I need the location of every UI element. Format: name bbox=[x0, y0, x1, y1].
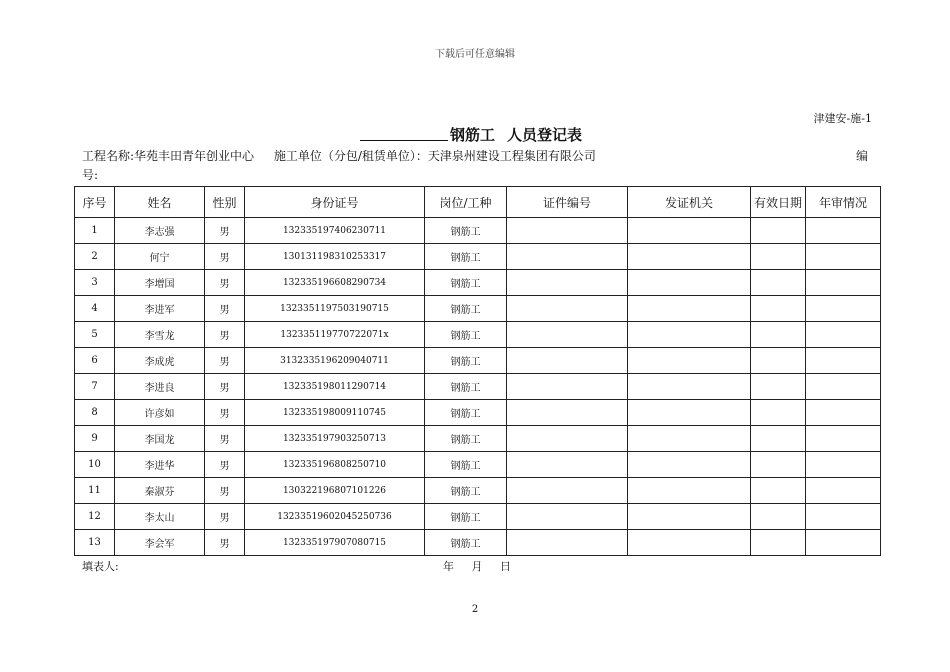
column-header: 发证机关 bbox=[628, 187, 751, 218]
number-label-a: 编 bbox=[855, 149, 868, 163]
column-header: 有效日期 bbox=[751, 187, 806, 218]
table-header-row bbox=[75, 187, 881, 218]
title-underline bbox=[360, 140, 448, 141]
empty-cell bbox=[628, 504, 751, 530]
table-row bbox=[75, 296, 881, 322]
empty-cell bbox=[806, 530, 881, 556]
table-cell: 4 bbox=[75, 296, 115, 322]
empty-cell bbox=[806, 322, 881, 348]
empty-cell bbox=[806, 504, 881, 530]
table-cell: 男 bbox=[205, 244, 245, 270]
table-row bbox=[75, 374, 881, 400]
empty-cell bbox=[507, 296, 628, 322]
column-header: 年审情况 bbox=[806, 187, 881, 218]
table-cell: 9 bbox=[75, 426, 115, 452]
table-row bbox=[75, 244, 881, 270]
table-cell: 132335119770722071x bbox=[245, 322, 425, 348]
empty-cell bbox=[628, 348, 751, 374]
column-header: 证件编号 bbox=[507, 187, 628, 218]
empty-cell bbox=[628, 322, 751, 348]
table-cell: 男 bbox=[205, 218, 245, 244]
table-cell: 男 bbox=[205, 426, 245, 452]
column-header: 身份证号 bbox=[245, 187, 425, 218]
table-cell: 钢筋工 bbox=[425, 374, 507, 400]
table-cell: 132335196808250710 bbox=[245, 452, 425, 478]
table-cell: 2 bbox=[75, 244, 115, 270]
table-cell: 12 bbox=[75, 504, 115, 530]
empty-cell bbox=[507, 530, 628, 556]
table-cell: 男 bbox=[205, 348, 245, 374]
table-cell: 132335198011290714 bbox=[245, 374, 425, 400]
empty-cell bbox=[507, 348, 628, 374]
table-cell: 11 bbox=[75, 478, 115, 504]
empty-cell bbox=[806, 426, 881, 452]
empty-cell bbox=[628, 374, 751, 400]
empty-cell bbox=[751, 530, 806, 556]
empty-cell bbox=[507, 374, 628, 400]
empty-cell bbox=[507, 452, 628, 478]
empty-cell bbox=[628, 400, 751, 426]
empty-cell bbox=[806, 478, 881, 504]
table-cell: 13 bbox=[75, 530, 115, 556]
empty-cell bbox=[628, 244, 751, 270]
table-cell: 132335197903250713 bbox=[245, 426, 425, 452]
table-cell: 130322196807101226 bbox=[245, 478, 425, 504]
table-cell: 许彦如 bbox=[115, 400, 205, 426]
empty-cell bbox=[628, 426, 751, 452]
table-cell: 李进华 bbox=[115, 452, 205, 478]
table-cell: 132335197907080715 bbox=[245, 530, 425, 556]
table-cell: 男 bbox=[205, 296, 245, 322]
table-cell: 李进良 bbox=[115, 374, 205, 400]
empty-cell bbox=[751, 478, 806, 504]
table-cell: 男 bbox=[205, 270, 245, 296]
table-cell: 3132335196209040711 bbox=[245, 348, 425, 374]
table-cell: 钢筋工 bbox=[425, 270, 507, 296]
empty-cell bbox=[507, 244, 628, 270]
empty-cell bbox=[507, 270, 628, 296]
table-cell: 李增国 bbox=[115, 270, 205, 296]
empty-cell bbox=[751, 400, 806, 426]
title-trade: 钢筋工 bbox=[450, 126, 496, 144]
table-cell: 6 bbox=[75, 348, 115, 374]
project-name: 工程名称:华苑丰田青年创业中心 bbox=[82, 149, 255, 163]
construction-unit: 施工单位（分包/租赁单位）：天津泉州建设工程集团有限公司 bbox=[273, 149, 596, 163]
table-cell: 钢筋工 bbox=[425, 348, 507, 374]
empty-cell bbox=[628, 270, 751, 296]
table-cell: 李雪龙 bbox=[115, 322, 205, 348]
table-cell: 钢筋工 bbox=[425, 218, 507, 244]
empty-cell bbox=[751, 244, 806, 270]
table-cell: 132335198009110745 bbox=[245, 400, 425, 426]
table-cell: 132335196608290734 bbox=[245, 270, 425, 296]
form-code: 津建安-施-1 bbox=[813, 112, 872, 125]
table-cell: 钢筋工 bbox=[425, 530, 507, 556]
table-cell: 8 bbox=[75, 400, 115, 426]
table-cell: 男 bbox=[205, 374, 245, 400]
empty-cell bbox=[806, 348, 881, 374]
table-row bbox=[75, 478, 881, 504]
column-header: 序号 bbox=[75, 187, 115, 218]
empty-cell bbox=[507, 426, 628, 452]
table-cell: 13233519602045250736 bbox=[245, 504, 425, 530]
filler-label: 填表人: bbox=[82, 560, 119, 573]
empty-cell bbox=[806, 400, 881, 426]
empty-cell bbox=[507, 504, 628, 530]
table-cell: 何宁 bbox=[115, 244, 205, 270]
table-cell: 钢筋工 bbox=[425, 504, 507, 530]
page-title bbox=[450, 124, 582, 145]
table-cell: 钢筋工 bbox=[425, 478, 507, 504]
table-cell: 钢筋工 bbox=[425, 296, 507, 322]
empty-cell bbox=[751, 452, 806, 478]
empty-cell bbox=[751, 218, 806, 244]
empty-cell bbox=[751, 270, 806, 296]
empty-cell bbox=[751, 426, 806, 452]
table-cell: 1 bbox=[75, 218, 115, 244]
table-cell: 李国龙 bbox=[115, 426, 205, 452]
empty-cell bbox=[806, 218, 881, 244]
table-row bbox=[75, 322, 881, 348]
table-cell: 男 bbox=[205, 400, 245, 426]
table-row bbox=[75, 452, 881, 478]
title-suffix: 人员登记表 bbox=[507, 126, 583, 144]
table-cell: 秦淑芬 bbox=[115, 478, 205, 504]
empty-cell bbox=[806, 296, 881, 322]
table-cell: 钢筋工 bbox=[425, 400, 507, 426]
table-cell: 钢筋工 bbox=[425, 452, 507, 478]
empty-cell bbox=[628, 452, 751, 478]
empty-cell bbox=[628, 478, 751, 504]
table-row bbox=[75, 504, 881, 530]
empty-cell bbox=[628, 218, 751, 244]
empty-cell bbox=[507, 322, 628, 348]
empty-cell bbox=[751, 348, 806, 374]
table-cell: 李进军 bbox=[115, 296, 205, 322]
empty-cell bbox=[806, 374, 881, 400]
table-cell: 男 bbox=[205, 530, 245, 556]
table-cell: 5 bbox=[75, 322, 115, 348]
column-header: 岗位/工种 bbox=[425, 187, 507, 218]
project-info bbox=[82, 147, 612, 164]
page-number: 2 bbox=[471, 604, 479, 615]
empty-cell bbox=[806, 244, 881, 270]
empty-cell bbox=[751, 322, 806, 348]
empty-cell bbox=[751, 374, 806, 400]
table-cell: 7 bbox=[75, 374, 115, 400]
table-row bbox=[75, 218, 881, 244]
table-cell: 钢筋工 bbox=[425, 322, 507, 348]
empty-cell bbox=[806, 270, 881, 296]
empty-cell bbox=[806, 452, 881, 478]
personnel-table bbox=[74, 186, 881, 556]
empty-cell bbox=[628, 530, 751, 556]
empty-cell bbox=[751, 504, 806, 530]
empty-cell bbox=[507, 400, 628, 426]
empty-cell bbox=[751, 296, 806, 322]
table-cell: 男 bbox=[205, 452, 245, 478]
table-cell: 李太山 bbox=[115, 504, 205, 530]
table-cell: 132335197406230711 bbox=[245, 218, 425, 244]
column-header: 姓名 bbox=[115, 187, 205, 218]
header-note: 下载后可任意编辑 bbox=[435, 49, 515, 60]
table-row bbox=[75, 400, 881, 426]
table-cell: 10 bbox=[75, 452, 115, 478]
table-cell: 130131198310253317 bbox=[245, 244, 425, 270]
date-label: 年 月 日 bbox=[443, 560, 511, 573]
table-cell: 3 bbox=[75, 270, 115, 296]
table-cell: 男 bbox=[205, 322, 245, 348]
table-row bbox=[75, 530, 881, 556]
table-row bbox=[75, 348, 881, 374]
table-cell: 钢筋工 bbox=[425, 426, 507, 452]
table-cell: 钢筋工 bbox=[425, 244, 507, 270]
empty-cell bbox=[507, 218, 628, 244]
table-cell: 男 bbox=[205, 478, 245, 504]
empty-cell bbox=[628, 296, 751, 322]
empty-cell bbox=[507, 478, 628, 504]
table-row bbox=[75, 426, 881, 452]
table-cell: 男 bbox=[205, 504, 245, 530]
table-cell: 1323351197503190715 bbox=[245, 296, 425, 322]
number-label-b: 号: bbox=[82, 168, 99, 182]
column-header: 性别 bbox=[205, 187, 245, 218]
table-cell: 李志强 bbox=[115, 218, 205, 244]
table-cell: 李会军 bbox=[115, 530, 205, 556]
table-cell: 李成虎 bbox=[115, 348, 205, 374]
table-row bbox=[75, 270, 881, 296]
